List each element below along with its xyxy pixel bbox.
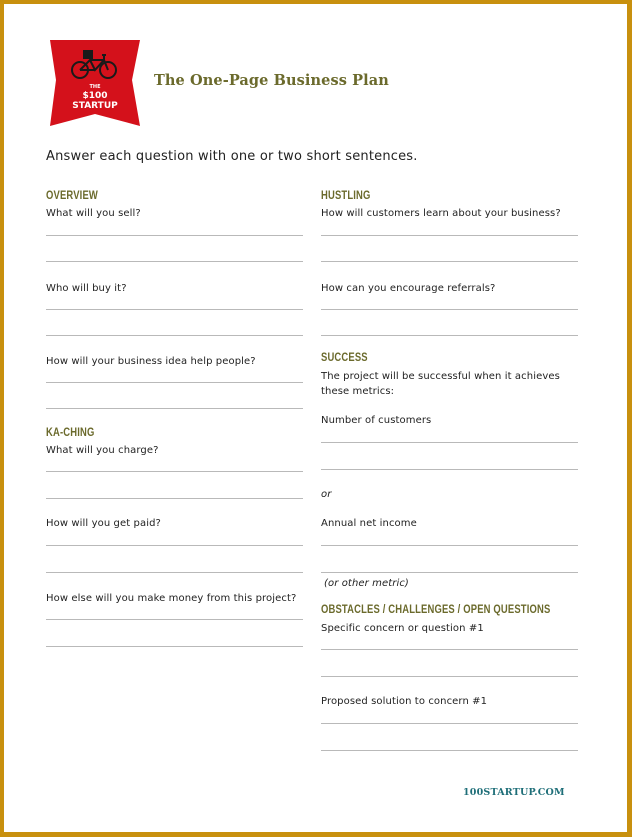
question-get-paid: How will you get paid? bbox=[46, 518, 161, 529]
metric-number-customers: Number of customers bbox=[321, 415, 432, 426]
other-metric-label: (or other metric) bbox=[324, 578, 409, 589]
question-customers-learn: How will customers learn about your business? bbox=[321, 208, 561, 219]
answer-line[interactable] bbox=[46, 408, 303, 409]
svg-text:$100: $100 bbox=[82, 91, 108, 101]
answer-line[interactable] bbox=[321, 261, 578, 262]
footer-website: 100STARTUP.COM bbox=[463, 787, 565, 798]
heading-obstacles: OBSTACLES / CHALLENGES / OPEN QUESTIONS bbox=[321, 604, 551, 616]
answer-line[interactable] bbox=[321, 723, 578, 724]
heading-success: SUCCESS bbox=[321, 352, 368, 364]
question-what-sell: What will you sell? bbox=[46, 208, 141, 219]
answer-line[interactable] bbox=[46, 646, 303, 647]
question-concern: Specific concern or question #1 bbox=[321, 623, 484, 634]
answer-line[interactable] bbox=[46, 235, 303, 236]
100-startup-logo bbox=[48, 40, 142, 128]
heading-overview: OVERVIEW bbox=[46, 190, 98, 202]
answer-line[interactable] bbox=[46, 261, 303, 262]
question-other-money: How else will you make money from this project? bbox=[46, 593, 297, 604]
heading-hustling: HUSTLING bbox=[321, 190, 371, 202]
or-label: or bbox=[321, 489, 332, 500]
answer-line[interactable] bbox=[46, 572, 303, 573]
metric-annual-income: Annual net income bbox=[321, 518, 417, 529]
success-intro-line2: these metrics: bbox=[321, 386, 395, 397]
answer-line[interactable] bbox=[46, 309, 303, 310]
answer-line[interactable] bbox=[321, 572, 578, 573]
question-charge: What will you charge? bbox=[46, 445, 159, 456]
question-who-buy: Who will buy it? bbox=[46, 283, 127, 294]
answer-line[interactable] bbox=[46, 382, 303, 383]
page-title: The One-Page Business Plan bbox=[154, 72, 389, 89]
success-intro-line1: The project will be successful when it achieves bbox=[321, 371, 560, 382]
answer-line[interactable] bbox=[46, 471, 303, 472]
answer-line[interactable] bbox=[321, 649, 578, 650]
heading-kaching: KA-CHING bbox=[46, 427, 95, 439]
question-referrals: How can you encourage referrals? bbox=[321, 283, 496, 294]
answer-line[interactable] bbox=[46, 335, 303, 336]
answer-line[interactable] bbox=[321, 469, 578, 470]
question-solution: Proposed solution to concern #1 bbox=[321, 696, 488, 707]
svg-text:THE: THE bbox=[89, 84, 101, 90]
answer-line[interactable] bbox=[46, 619, 303, 620]
answer-line[interactable] bbox=[321, 235, 578, 236]
question-help-people: How will your business idea help people? bbox=[46, 356, 256, 367]
answer-line[interactable] bbox=[321, 676, 578, 677]
answer-line[interactable] bbox=[321, 545, 578, 546]
answer-line[interactable] bbox=[321, 335, 578, 336]
answer-line[interactable] bbox=[321, 442, 578, 443]
answer-line[interactable] bbox=[46, 545, 303, 546]
answer-line[interactable] bbox=[321, 750, 578, 751]
answer-line[interactable] bbox=[321, 309, 578, 310]
instructions: Answer each question with one or two short sentences. bbox=[46, 149, 418, 164]
svg-text:STARTUP: STARTUP bbox=[72, 101, 118, 111]
answer-line[interactable] bbox=[46, 498, 303, 499]
